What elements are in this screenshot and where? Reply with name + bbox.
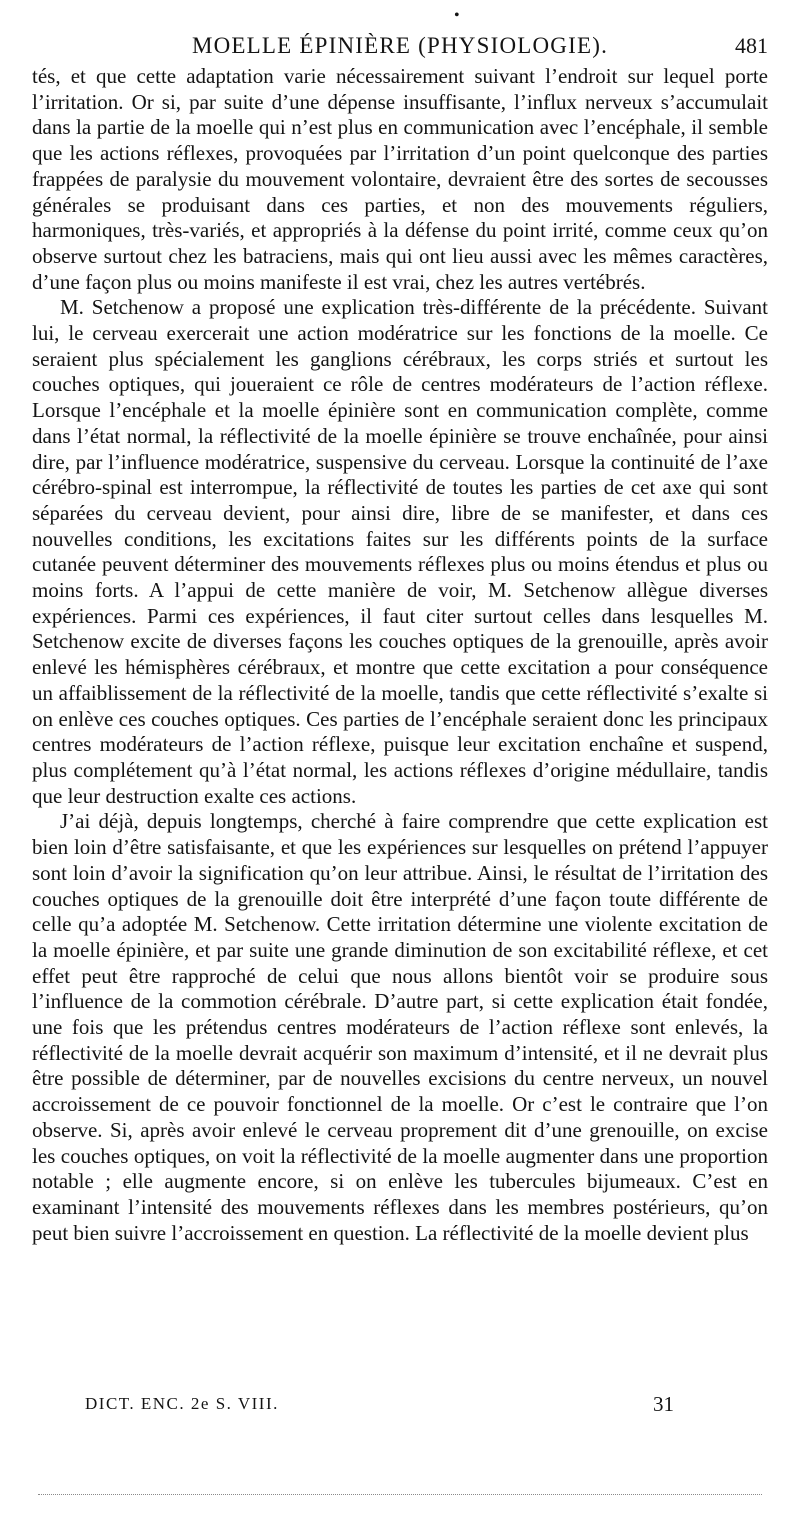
- body-text: [32, 64, 768, 1246]
- book-page: [32, 0, 768, 1524]
- page-number: 481: [735, 33, 768, 58]
- page-footer: [32, 1389, 768, 1419]
- printer-signature: DICT. ENC. 2e S. VIII.: [85, 1394, 279, 1413]
- running-title: MOELLE ÉPINIÈRE (PHYSIOLOGIE).: [191, 33, 609, 58]
- header-dot: •: [454, 7, 460, 24]
- paragraph-3: J’ai déjà, depuis longtemps, cherché à faire comprendre que cette explication est bien loin d’être satisfaisante, et que les expériences sur lesquelles on prétend l’appuyer sont loin d’avoir la signification qu’on leur attribue. Ainsi, le résultat de l’irritation des couches optiques de la grenouille doit être interprété d’une façon toute différente de celle qu’a adoptée M. Setchenow. Cette irritation détermine une violente excitation de la moelle épinière, et par suite une grande diminution de son excitabilité réflexe, et cet effet peut être rapproché de celui que nous allons bientôt voir se produire sous l’influence de la commotion cérébrale. D’autre part, si cette explication était fondée, une fois que les prétendus centres modérateurs de l’action réflexe sont enlevés, la réflectivité de la moelle devrait acquérir son maximum d’intensité, et il ne devrait plus être possible de déterminer, par de nouvelles excisions du centre nerveux, un nouvel accroissement de ce pouvoir fonctionnel de la moelle. Or c’est le contraire que l’on observe. Si, après avoir enlevé le cerveau proprement dit d’une grenouille, on excise les couches optiques, on voit la réflectivité de la moelle augmenter dans une proportion notable ; elle augmente encore, si on enlève les tubercules bijumeaux. C’est en examinant l’intensité des mouvements réflexes dans les membres postérieurs, qu’on peut bien suivre l’accroissement en question. La réflectivité de la moelle devient plus: [32, 809, 768, 1245]
- page-header: [32, 31, 768, 61]
- bottom-dotted-rule: [38, 1494, 762, 1495]
- paragraph-2: M. Setchenow a proposé une explication très-différente de la précédente. Suivant lui, le cerveau exercerait une action modératrice sur les fonctions de la moelle. Ce seraient plus spécialement les ganglions cérébraux, les corps striés et surtout les couches optiques, qui joueraient ce rôle de centres modérateurs de l’action réflexe. Lorsque l’encéphale et la moelle épinière sont en communication complète, comme dans l’état normal, la réflectivité de la moelle épinière se trouve enchaînée, pour ainsi dire, par l’influence modératrice, suspensive du cerveau. Lorsque la continuité de l’axe cérébro-spinal est interrompue, la réflectivité de toutes les parties de cet axe qui sont séparées du cerveau devient, pour ainsi dire, libre de se manifester, et dans ces nouvelles conditions, les excitations faites sur les différents points de la surface cutanée peuvent déterminer des mouvements réflexes plus ou moins étendus et plus ou moins forts. A l’appui de cette manière de voir, M. Setchenow allègue diverses expériences. Parmi ces expériences, il faut citer surtout celles dans lesquelles M. Setchenow excite de diverses façons les couches optiques de la grenouille, après avoir enlevé les hémisphères cérébraux, et montre que cette excitation a pour conséquence un affaiblissement de la réflectivité de la moelle, tandis que cette réflectivité s’exalte si on enlève ces couches optiques. Ces parties de l’encéphale seraient donc les principaux centres modérateurs de l’action réflexe, puisque leur excitation enchaîne et suspend, plus complétement qu’à l’état normal, les actions réflexes d’origine médullaire, tandis que leur destruction exalte ces actions.: [32, 295, 768, 808]
- paragraph-1: tés, et que cette adaptation varie nécessairement suivant l’endroit sur lequel porte l’irritation. Or si, par suite d’une dépense insuffisante, l’influx nerveux s’accumulait dans la partie de la moelle qui n’est plus en communication avec l’encéphale, il semble que les actions réflexes, provoquées par l’irritation d’un point quelconque des parties frappées de paralysie du mouvement volontaire, devraient être des sortes de secousses générales se produisant dans ces parties, et non des mouvements réguliers, harmoniques, très-variés, et appropriés à la défense du point irrité, comme ceux qu’on observe surtout chez les batraciens, mais qui ont lieu aussi avec les mêmes caractères, d’une façon plus ou moins manifeste il est vrai, chez les autres vertébrés.: [32, 64, 768, 294]
- sheet-number: 31: [653, 1392, 674, 1416]
